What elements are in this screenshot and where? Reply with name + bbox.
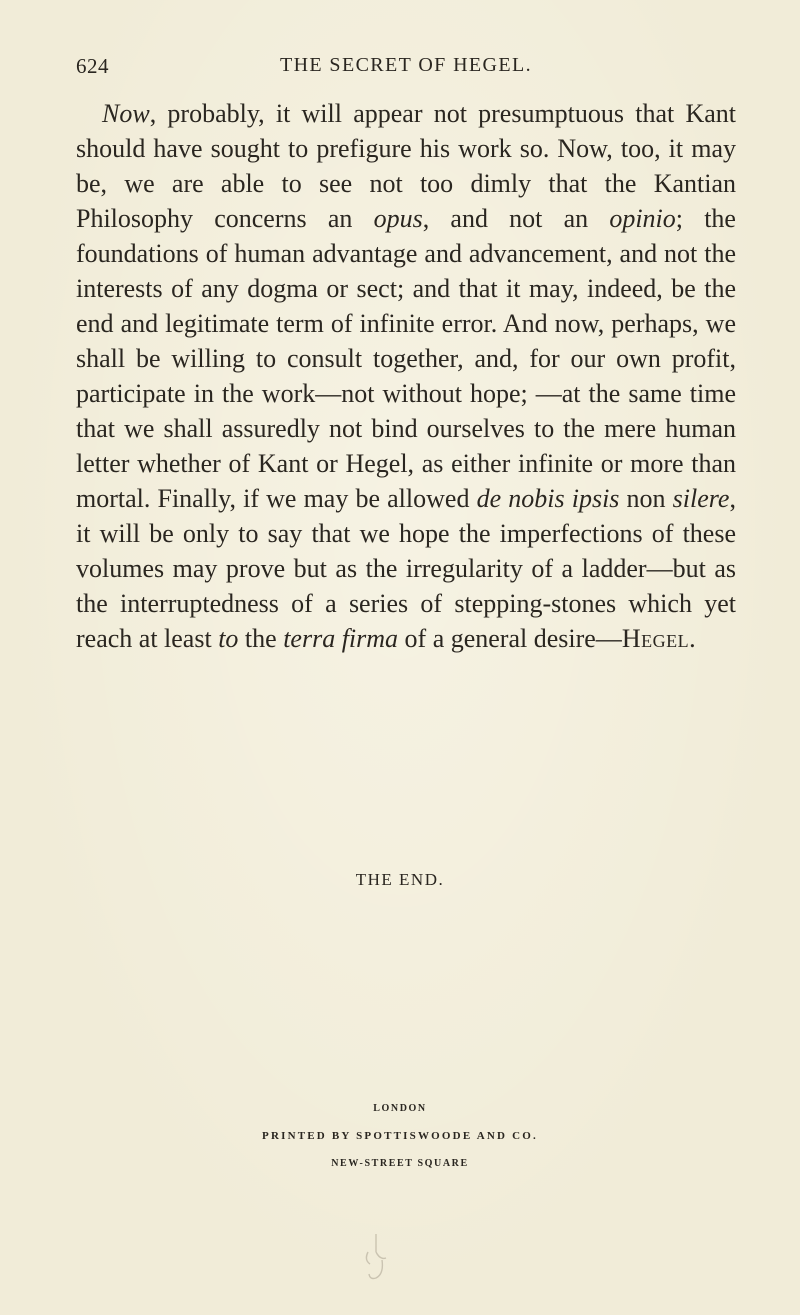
text-segment: opinio xyxy=(609,204,676,233)
text-segment: the xyxy=(238,624,284,653)
text-segment: Now xyxy=(102,99,150,128)
text-segment: non xyxy=(619,484,673,513)
page-number: 624 xyxy=(76,54,109,78)
text-segment: de nobis ipsis xyxy=(476,484,620,513)
running-head xyxy=(76,54,736,80)
text-segment: terra firma xyxy=(283,624,399,653)
closing-paragraph xyxy=(76,96,736,656)
the-end-mark: THE END. xyxy=(355,870,445,889)
text-segment: , probably, it will appear not presumptuous that Kant should have sought to prefigure his work so. Now, too, it may be, we are able to see not too dimly that the Kantian Philosophy concerns an xyxy=(76,99,736,233)
text-segment: ; the foundations of human advantage and advancement, and not the interests of any dogma or sect; and that it may, indeed, be the end and legitimate term of infinite error. And now, perhaps, we shall be willing to consult together, and, for our own profit, participate in the work—not without hope; —at the same time that we shall assuredly not bind ourselves to the mere human letter whether of Kant or Hegel, as either infinite or more than mortal. Finally, if we may be allowed xyxy=(76,204,736,513)
text-segment: opus xyxy=(373,204,423,233)
imprint-city: LONDON xyxy=(373,1103,427,1114)
text-segment: of a general desire— xyxy=(398,624,622,653)
text-segment: , and not an xyxy=(422,204,610,233)
text-segment: silere xyxy=(672,484,730,513)
library-stamp-mark xyxy=(356,1230,396,1290)
imprint-printer: PRINTED BY SPOTTISWOODE AND CO. xyxy=(262,1130,538,1142)
imprint-address: NEW-STREET SQUARE xyxy=(331,1158,469,1169)
running-title: THE SECRET OF HEGEL. xyxy=(279,54,533,76)
author-signature: Hegel. xyxy=(621,624,697,653)
text-segment: to xyxy=(218,624,239,653)
text-segment: , it will be only to say that we hope the imperfections of these volumes may prove but as the irregularity of a ladder—but as the interruptedness of a series of stepping-stones which yet reach at least xyxy=(76,484,736,653)
paragraph-text xyxy=(76,96,736,656)
